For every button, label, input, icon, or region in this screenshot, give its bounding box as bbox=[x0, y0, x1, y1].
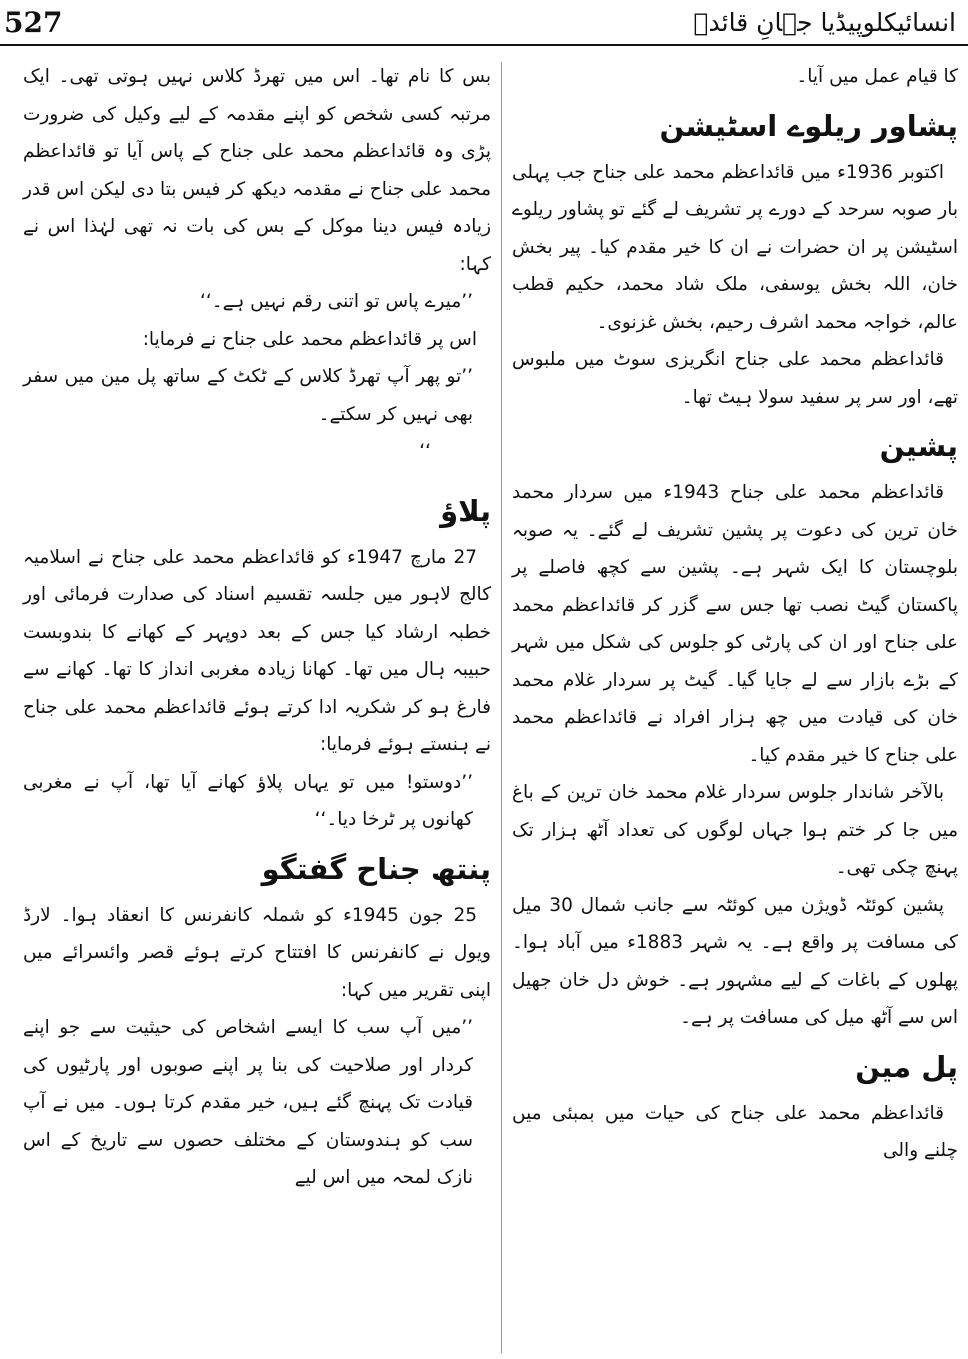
paragraph: پشین کوئٹہ ڈویژن میں کوئٹہ سے جانب شمال 30 میل کی مسافت پر واقع ہے۔ یہ شہر 1883ء میں آباد ہوا۔ پھلوں کے باغات کے لیے مشہور ہے۔ خوش دل خان جھیل اس سے آٹھ میل کی مسافت پر ہے۔ bbox=[512, 894, 958, 1028]
quote: ’’میرے پاس تو اتنی رقم نہیں ہے۔‘‘ bbox=[200, 291, 473, 312]
spacer bbox=[23, 471, 491, 481]
quote: ’’تو پھر آپ تھرڈ کلاس کے ٹکٹ کے ساتھ پل مین میں سفر بھی نہیں کر سکتے۔ bbox=[23, 366, 473, 425]
heading-panth-jinnah-talks: پنتھ جناح گفتگو bbox=[261, 851, 491, 886]
paragraph: 27 مارچ 1947ء کو قائداعظم محمد علی جناح نے اسلامیہ کالج لاہور میں جلسہ تقسیم اسناد کی صدارت فرمائی اور خطبہ ارشاد کیا جس کے بعد دوپہر کے کھانے کا بندوبست حبیبہ ہال میں تھا۔ کھانا زیادہ مغربی انداز کا تھا۔ کھانے سے فارغ ہو کر شکریہ ادا کرتے ہوئے قائداعظم محمد علی جناح نے ہنستے ہوئے فرمایا: bbox=[23, 546, 491, 755]
heading-pulao: پلاؤ bbox=[440, 493, 491, 528]
quote: ’’میں آپ سب کا ایسے اشخاص کی حیثیت سے جو اپنے کردار اور صلاحیت کی بنا پر اپنے صوبوں اور پارٹیوں کی قیادت تک پہنچ گئے ہیں، خیر مقدم کرتا ہوں۔ میں نے آپ سب کو ہندوستان کے مختلف حصوں سے تاریخ کے اس نازک لمحہ میں اس لیے bbox=[23, 1017, 473, 1188]
text-columns bbox=[0, 58, 968, 1353]
page-number: 527 bbox=[4, 5, 63, 39]
left-column bbox=[17, 58, 501, 1353]
right-column bbox=[502, 58, 968, 1353]
paragraph: قائداعظم محمد علی جناح 1943ء میں سردار محمد خان ترین کی دعوت پر پشین تشریف لے گئے۔ یہ صوبہ بلوچستان کا ایک شہر ہے۔ پشین سے کچھ فاصلے پر پاکستان گیٹ نصب تھا جس سے گزر کر قائداعظم محمد علی جناح اور ان کی پارٹی کو جلوس کی شکل میں شہر کے بڑے بازار سے لے جایا گیا۔ گیٹ پر سردار غلام محمد خان کی قیادت میں چھ ہزار افراد نے قائداعظم محمد علی جناح کا خیر مقدم کیا۔ bbox=[512, 482, 958, 766]
quote: ’’دوستو! میں تو یہاں پلاؤ کھانے آیا تھا، آپ نے مغربی کھانوں پر ٹرخا دیا۔‘‘ bbox=[23, 771, 473, 830]
quote-closing-mark: ‘‘ bbox=[419, 441, 431, 462]
running-title: انسائیکلوپیڈیا جہانِ قائدؒ bbox=[693, 7, 956, 37]
paragraph: قائداعظم محمد علی جناح کی حیات میں بمبئی میں چلنے والی bbox=[512, 1102, 958, 1161]
heading-pullman: پل مین bbox=[855, 1049, 958, 1084]
heading-peshawar-railway-station: پشاور ریلوے اسٹیشن bbox=[659, 108, 958, 143]
paragraph: قائداعظم محمد علی جناح انگریزی سوٹ میں ملبوس تھے، اور سر پر سفید سولا ہیٹ تھا۔ bbox=[512, 349, 958, 408]
intro-line: کا قیام عمل میں آیا۔ bbox=[796, 66, 958, 87]
heading-pishin: پشین bbox=[879, 429, 958, 463]
paragraph: 25 جون 1945ء کو شملہ کانفرنس کا انعقاد ہوا۔ لارڈ ویول نے کانفرنس کا افتتاح کرتے ہوئے قصر وائسرائے میں اپنی تقریر میں کہا: bbox=[23, 904, 491, 1001]
paragraph: اس پر قائداعظم محمد علی جناح نے فرمایا: bbox=[142, 328, 477, 350]
paragraph: بالآخر شاندار جلوس سردار غلام محمد خان ترین کے باغ میں جا کر ختم ہوا جہاں لوگوں کی تعداد آٹھ ہزار تک پہنچ چکی تھی۔ bbox=[512, 782, 958, 878]
paragraph: بس کا نام تھا۔ اس میں تھرڈ کلاس نہیں ہوتی تھی۔ ایک مرتبہ کسی شخص کو اپنے مقدمہ کے لیے وکیل کی ضرورت پڑی وہ قائداعظم محمد علی جناح کے پاس آیا تو قائداعظم محمد علی جناح نے مقدمہ دیکھ کر فیس بتا دی لیکن اس قدر زیادہ فیس دینا موکل کے بس کی بات نہ تھی لہٰذا اس نے کہا: bbox=[23, 66, 491, 275]
paragraph: اکتوبر 1936ء میں قائداعظم محمد علی جناح جب پہلی بار صوبہ سرحد کے دورے پر تشریف لے گئے تو پشاور ریلوے اسٹیشن پر ان حضرات نے ان کا خیر مقدم کیا۔ پیر بخش خان، اللہ بخش یوسفی، ملک شاد محمد، حکیم قطب عالم، خواجہ محمد اشرف رحیم، بخش غزنوی۔ bbox=[512, 161, 958, 333]
page-header bbox=[0, 0, 968, 46]
